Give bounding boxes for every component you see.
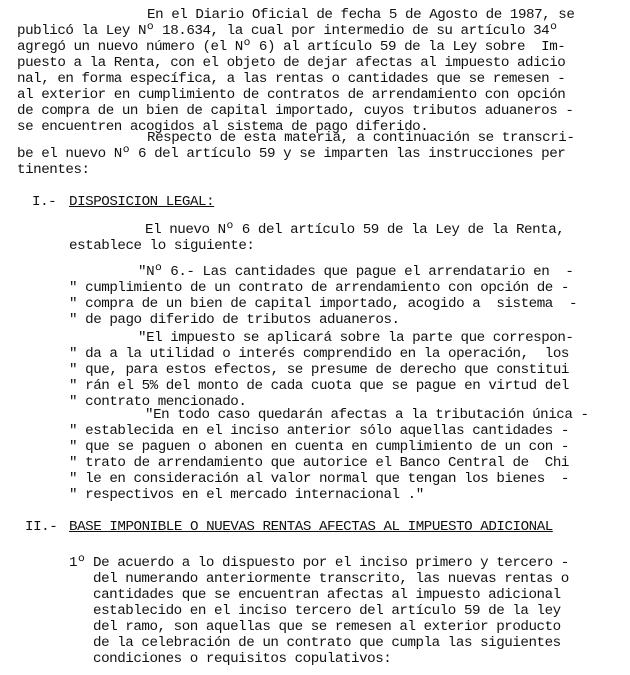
- quote-2-line-4: " rán el 5% del monto de cada cuota que se pague en virtud del: [69, 378, 569, 394]
- section-1-lead-line-1: El nuevo Nº 6 del artículo 59 de la Ley de la Renta,: [145, 222, 565, 238]
- intro-p1-line-7: de compra de un bien de capital importado, cuyos tributos aduaneros -: [17, 103, 574, 119]
- quote-1-line-3: " compra de un bien de capital importado, acogido a sistema -: [69, 296, 578, 312]
- item-1-number: 1º: [69, 555, 86, 571]
- section-1-title: DISPOSICION LEGAL:: [69, 194, 215, 210]
- quote-2-line-3: " que, para estos efectos, se presume de derecho que constitui: [69, 362, 569, 378]
- quote-3-line-2: " establecida en el inciso anterior sólo aquellas cantidades -: [69, 423, 569, 439]
- item-1-line-4: establecido en el inciso tercero del artículo 59 de la ley: [93, 603, 561, 619]
- intro-p1-line-2: publicó la Ley Nº 18.634, la cual por intermedio de su artículo 34º: [17, 23, 558, 39]
- quote-1-line-4: " de pago diferido de tributos aduaneros.: [69, 312, 400, 328]
- intro-p2-line-3: tinentes:: [17, 162, 90, 178]
- intro-p1-line-5: nal, en forma específica, a las rentas o cantidades que se remesen -: [17, 71, 566, 87]
- intro-p1-line-8: se encuentren acogidos al sistema de pago diferido.: [17, 119, 429, 135]
- intro-p1-line-4: puesto a la Renta, con el objeto de dejar afectas al impuesto adicio: [17, 55, 566, 71]
- section-1-number: I.-: [32, 194, 57, 210]
- quote-2-line-5: " contrato mencionado.: [69, 394, 247, 410]
- quote-2-line-1: "El impuesto se aplicará sobre la parte que correspon-: [138, 330, 574, 346]
- section-2-number: II.-: [25, 519, 58, 535]
- quote-3-line-1: "En todo caso quedarán afectas a la tributación única -: [145, 407, 589, 423]
- quote-3-line-5: " le en consideración al valor normal que tengan los bienes -: [69, 471, 569, 487]
- item-1-line-3: cantidades que se encuentran afectas al impuesto adicional: [93, 587, 561, 603]
- section-1-lead-line-2: establece lo siguiente:: [69, 238, 255, 254]
- item-1-line-2: del numerando anteriormente transcrito, las nuevas rentas o: [93, 571, 569, 587]
- quote-3-line-4: " trato de arrendamiento que autorice el Banco Central de Chi: [69, 455, 569, 471]
- intro-p2-line-1: Respecto de esta materia, a continuación se transcri-: [147, 130, 575, 146]
- quote-1-line-1: "Nº 6.- Las cantidades que pague el arrendatario en -: [138, 264, 574, 280]
- item-1-line-7: condiciones o requisitos copulativos:: [93, 651, 392, 667]
- intro-p1-line-3: agregó un nuevo número (el Nº 6) al artículo 59 de la Ley sobre Im-: [17, 39, 566, 55]
- item-1-line-6: de la celebración de un contrato que cumpla las siguientes: [93, 635, 561, 651]
- quote-3-line-6: " respectivos en el mercado internacional .": [69, 487, 424, 503]
- quote-2-line-2: " da a la utilidad o interés comprendido en la operación, los: [69, 346, 569, 362]
- item-1-line-1: De acuerdo a lo dispuesto por el inciso primero y tercero -: [93, 555, 569, 571]
- quote-1-line-2: " cumplimiento de un contrato de arrendamiento con opción de -: [69, 280, 569, 296]
- section-2-title: BASE IMPONIBLE O NUEVAS RENTAS AFECTAS AL IMPUESTO ADICIONAL: [69, 519, 553, 535]
- intro-p2-line-2: be el nuevo Nº 6 del artículo 59 y se imparten las instrucciones per: [17, 146, 566, 162]
- intro-p1-line-6: al exterior en cumplimiento de contratos de arrendamiento con opción: [17, 87, 566, 103]
- quote-3-line-3: " que se paguen o abonen en cuenta en cumplimiento de un con -: [69, 439, 569, 455]
- intro-p1-line-1: En el Diario Oficial de fecha 5 de Agosto de 1987, se: [147, 7, 575, 23]
- item-1-line-5: del ramo, son aquellas que se remesen al exterior producto: [93, 619, 561, 635]
